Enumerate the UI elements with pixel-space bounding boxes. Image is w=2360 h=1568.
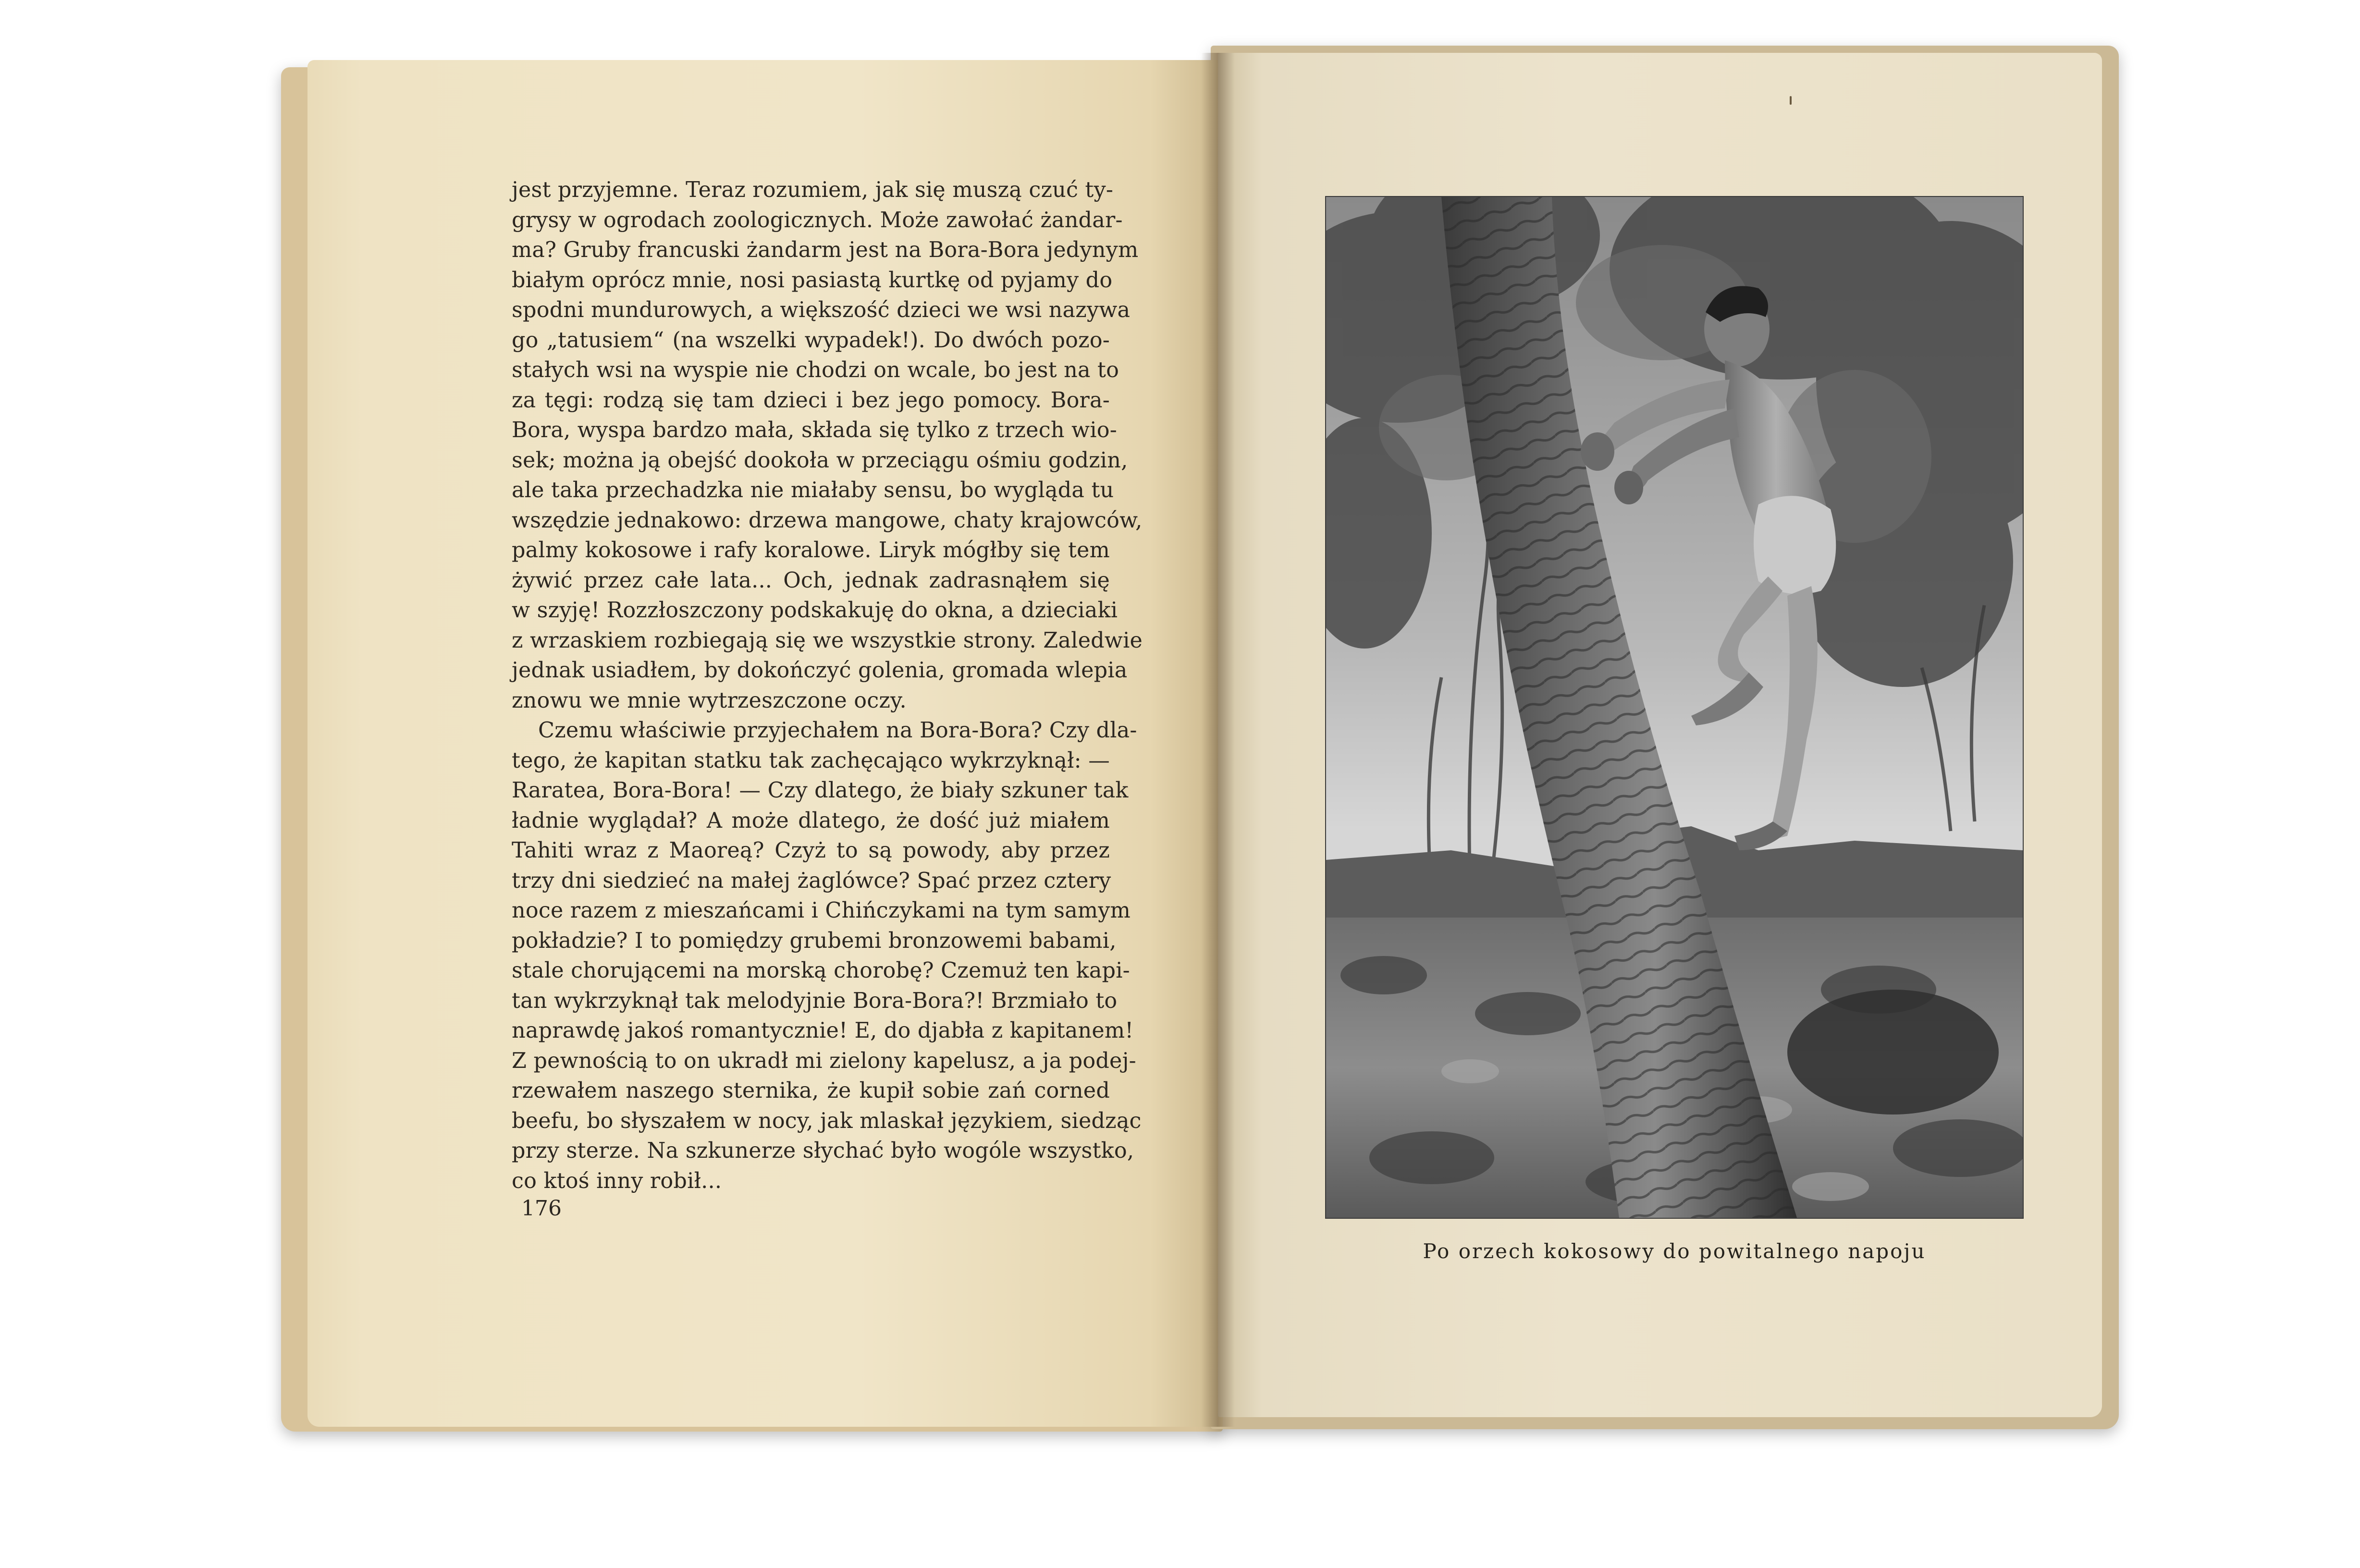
text-line: białym oprócz mnie, nosi pasiastą kurtkę od pyjamy do	[512, 268, 1113, 293]
text-line: z wrzaskiem rozbiegają się we wszystkie strony. Zaledwie	[512, 628, 1143, 653]
text-line: rzewałem naszego sternika, że kupił sobie zań corned	[512, 1078, 1110, 1103]
page-number: 176	[521, 1196, 562, 1221]
page-mark	[1790, 96, 1792, 105]
text-line: noce razem z mieszańcami i Chińczykami na tym samym	[512, 898, 1131, 923]
text-line: tan wykrzyknął tak melodyjnie Bora-Bora?! Brzmiało to	[512, 988, 1118, 1013]
text-line: przy sterze. Na szkunerze słychać było wogóle wszystko,	[512, 1139, 1134, 1163]
text-line: Z pewnością to on ukradł mi zielony kapelusz, a ja podej-	[512, 1048, 1136, 1073]
text-line: Tahiti wraz z Maoreą? Czyż to są powody, aby przez	[512, 838, 1110, 863]
text-line: stale chorującemi na morską chorobę? Czemuż ten kapi-	[512, 958, 1130, 983]
text-line: tego, że kapitan statku tak zachęcająco wykrzyknął: —	[512, 748, 1110, 773]
text-line: stałych wsi na wyspie nie chodzi on wcale, bo jest na to	[512, 358, 1119, 382]
text-line: ma? Gruby francuski żandarm jest na Bora-Bora jedynym	[512, 238, 1139, 262]
text-line: Raratea, Bora-Bora! — Czy dlatego, że biały szkuner tak	[512, 778, 1129, 803]
text-line: sek; można ją obejść dookoła w przeciągu ośmiu godzin,	[512, 448, 1128, 473]
text-line: grysy w ogrodach zoologicznych. Może zawołać żandar-	[512, 208, 1123, 233]
text-line: jest przyjemne. Teraz rozumiem, jak się muszą czuć ty-	[512, 178, 1114, 202]
text-line: znowu we mnie wytrzeszczone oczy.	[512, 688, 907, 713]
text-line: jednak usiadłem, by dokończyć golenia, gromada wlepia	[512, 658, 1128, 683]
text-line: co ktoś inny robił...	[512, 1168, 722, 1193]
text-line: w szyję! Rozzłoszczony podskakuję do okna, a dzieciaki	[512, 598, 1118, 623]
text-line: ale taka przechadzka nie miałaby sensu, bo wygląda tu	[512, 478, 1114, 502]
text-line: żywić przez całe lata... Och, jednak zadrasnąłem się	[512, 568, 1110, 593]
text-line: go „tatusiem“ (na wszelki wypadek!). Do dwóch pozo-	[512, 328, 1110, 353]
text-line: trzy dni siedzieć na małej żaglówce? Spać przez cztery	[512, 868, 1111, 893]
text-line: pokładzie? I to pomiędzy grubemi bronzowemi babami,	[512, 928, 1117, 953]
book-spine	[1201, 53, 1235, 1427]
text-line: beefu, bo słyszałem w nocy, jak mlaskał językiem, siedząc	[512, 1108, 1142, 1133]
left-page-text	[512, 175, 1143, 1196]
text-line: wszędzie jednakowo: drzewa mangowe, chaty krajowców,	[512, 508, 1143, 533]
text-line: spodni mundurowych, a większość dzieci we wsi nazywa	[512, 298, 1131, 322]
text-line: za tęgi: rodzą się tam dzieci i bez jego pomocy. Bora-	[512, 388, 1110, 413]
text-line: ładnie wyglądał? A może dlatego, że dość już miałem	[512, 808, 1110, 833]
text-line: Bora, wyspa bardzo mała, składa się tylko z trzech wio-	[512, 418, 1117, 442]
text-line: naprawdę jakoś romantycznie! E, do djabła z kapitanem!	[512, 1018, 1134, 1043]
photograph-boy-climbing-palm	[1326, 197, 2023, 1218]
photo-caption: Po orzech kokosowy do powitalnego napoju	[1423, 1239, 1926, 1263]
text-line: palmy kokosowe i rafy koralowe. Liryk mógłby się tem	[512, 538, 1110, 563]
text-line: Czemu właściwie przyjechałem na Bora-Bora? Czy dla-	[538, 718, 1137, 743]
